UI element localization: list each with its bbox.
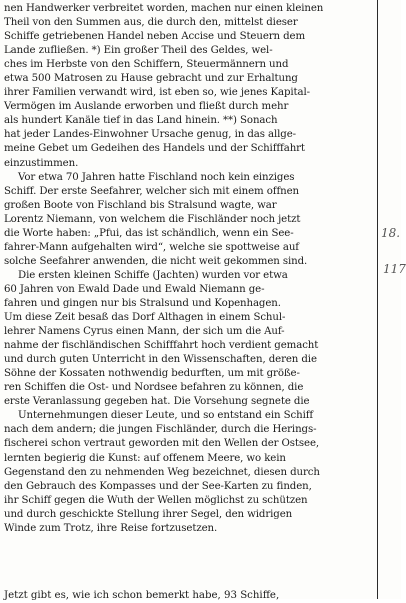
margin-rule (377, 0, 378, 599)
text-line: Die ersten kleinen Schiffe (Jachten) wurden vor etwa (18, 269, 288, 281)
text-line: 60 Jahren von Ewald Dade und Ewald Niemann ge- (4, 283, 265, 295)
text-line: lernten begierig die Kunst: auf offenem Meere, wo kein (4, 452, 286, 464)
text-line: ihrer Familien verwandt wird, ist eben so, wie jenes Kapital- (4, 87, 311, 99)
text-line: Schiff. Der erste Seefahrer, welcher sich mit einem offnen (4, 185, 299, 197)
text-line: den Gebrauch des Kompasses und der See-Karten zu finden, (4, 480, 312, 492)
text-line: ihr Schiff gegen die Wuth der Wellen möglichst zu schützen (4, 494, 308, 506)
text-line: nen Handwerker verbreitet worden, machen nur einen kleinen (4, 3, 324, 14)
text-line: Um diese Zeit besaß das Dorf Althagen in einem Schul- (4, 312, 286, 324)
text-line: hat jeder Landes-Einwohner Ursache genug, in das allge- (4, 129, 296, 141)
text-line: meine Gebet um Gedeihen des Handels und der Schifffahrt (4, 143, 305, 155)
text-line: Winde zum Trotz, ihre Reise fortzusetzen. (4, 522, 218, 534)
text-line: fahren und gingen nur bis Stralsund und Kopenhagen. (4, 297, 281, 309)
text-line: und durch guten Unterricht in den Wissenschaften, deren die (4, 354, 317, 366)
margin-note: 18. (381, 226, 401, 240)
text-line: erste Veranlassung gegeben hat. Die Vorsehung segnete die (4, 396, 310, 408)
text-line: fahrer-Mann aufgehalten wird“, welche sie spottweise auf (4, 241, 299, 253)
text-line: Lande zufließen. *) Ein großer Theil des Geldes, wel- (4, 45, 273, 57)
text-line: Theil von den Summen aus, die durch den, mittelst dieser (4, 17, 298, 29)
text-line: ches im Herbste von den Schiffern, Steuermännern und (4, 59, 289, 71)
text-line: solche Seefahrer anwenden, die nicht weit gekommen sind. (4, 255, 308, 267)
text-line: nach dem andern; die jungen Fischländer, durch die Herings- (4, 424, 317, 436)
text-line: etwa 500 Matrosen zu Hause gebracht und zur Erhaltung (4, 73, 298, 85)
text-line: Lorentz Niemann, von welchem die Fischländer noch jetzt (4, 213, 301, 225)
text-line: Söhne der Kossaten nothwendig bedurften, um mit größe- (4, 368, 300, 380)
text-line: fischerei schon vertraut geworden mit den Wellen der Ostsee, (4, 438, 320, 450)
text-line: Gegenstand den zu nehmenden Weg bezeichnet, diesen durch (4, 466, 320, 478)
text-line: nahme der fischländischen Schifffahrt hoch verdient gemacht (4, 340, 319, 352)
body-text (4, 2, 372, 536)
margin-note: 117 (383, 262, 406, 276)
text-line: Unternehmungen dieser Leute, und so entstand ein Schiff (18, 410, 314, 422)
text-line: lehrer Namens Cyrus einen Mann, der sich um die Auf- (4, 326, 285, 338)
text-line: ren Schiffen die Ost- und Nordsee befahren zu können, die (4, 382, 304, 394)
cut-off-line: Jetzt gibt es, wie ich schon bemerkt habe, 93 Schiffe, (4, 590, 280, 601)
text-line: die Worte haben: „Pfui, das ist schändlich, wenn ein See- (4, 227, 294, 239)
text-line: als hundert Kanäle tief in das Land hinein. **) Sonach (4, 115, 278, 127)
text-line: Schiffe getriebenen Handel neben Accise und Steuern dem (4, 31, 306, 43)
text-line: Vermögen im Auslande erworben und fließt durch mehr (4, 101, 289, 113)
text-line: einzustimmen. (4, 157, 79, 169)
text-line: Vor etwa 70 Jahren hatte Fischland noch kein einziges (18, 171, 295, 183)
text-line: und durch geschickte Stellung ihrer Segel, den widrigen (4, 508, 293, 520)
text-line: großen Boote von Fischland bis Stralsund wagte, war (4, 199, 277, 211)
